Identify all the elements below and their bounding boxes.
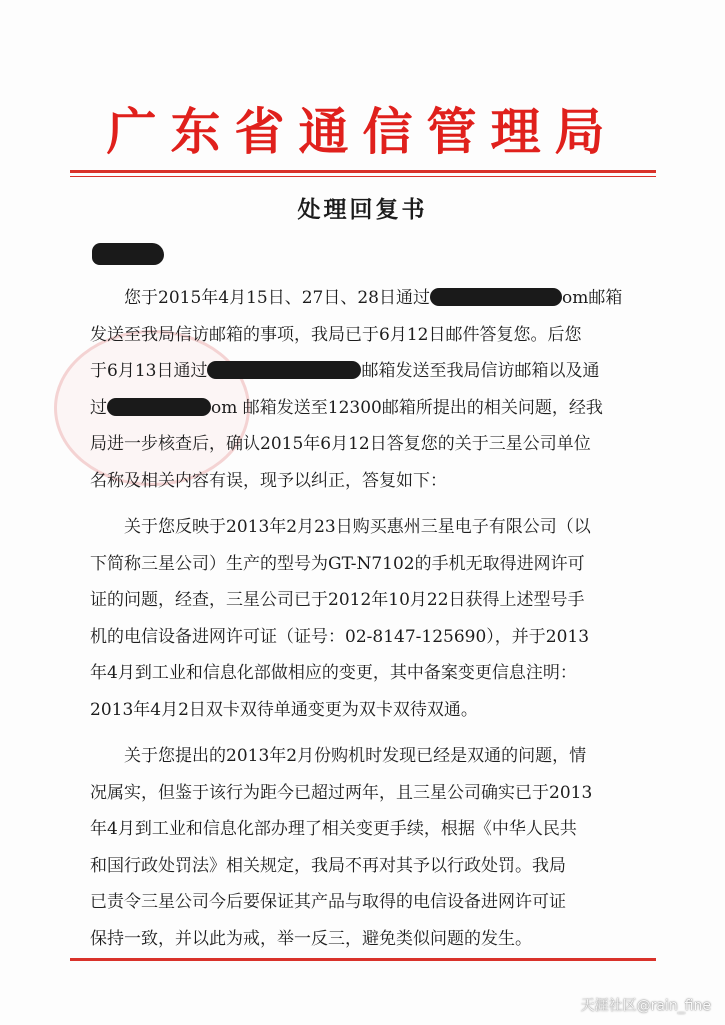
body-line: 关于您反映于2013年2月23日购买惠州三星电子有限公司（以 [124,517,591,537]
letterhead-red-rule [70,170,656,173]
body-line: 年4月到工业和信息化部办理了相关变更手续，根据《中华人民共 [90,819,577,839]
body-text: 于6月13日通过 [90,361,208,381]
body-text: om 邮箱发送至12300邮箱所提出的相关问题，经我 [211,397,603,418]
body-text: om邮箱 [561,288,623,308]
body-line: 机的电信设备进网许可证（证号：02-8147-125690），并于2013 [90,626,590,647]
body-line: 下简称三星公司）生产的型号为GT-N7102的手机无取得进网许可 [90,553,585,574]
body-text: 过 [90,397,107,418]
body-line: 关于您提出的2013年2月份购机时发现已经是双通的问题，情 [124,746,587,766]
site-watermark: 天涯社区@rain_fine [580,998,711,1014]
body-line: 证的问题，经查，三星公司已于2012年10月22日获得上述型号手 [90,590,585,610]
body-line: 局进一步核查后，确认2015年6月12日答复您的关于三星公司单位 [90,434,591,454]
body-line [90,390,646,427]
body-text: 邮箱发送至我局信访邮箱以及通 [361,361,600,381]
document-title: 处理回复书 [297,196,428,223]
redacted-email [107,398,211,416]
redacted-salutation [92,243,164,265]
organization-letterhead: 广东省通信管理局 [106,102,619,161]
redacted-email [207,361,361,379]
footer-red-rule [70,958,656,961]
body-line [90,280,646,317]
body-line: 名称及相关内容有误，现予以纠正，答复如下： [90,470,447,491]
body-text: 您于2015年4月15日、27日、28日通过 [124,288,430,308]
body-line: 年4月到工业和信息化部做相应的变更，其中备案变更信息注明： [90,663,577,683]
body-line: 发送至我局信访邮箱的事项，我局已于6月12日邮件答复您。后您 [90,324,582,345]
body-line: 2013年4月2日双卡双待单通变更为双卡双待双通。 [90,699,478,720]
letter-body [90,280,646,957]
body-line [90,353,646,390]
body-line: 已责令三星公司今后要保证其产品与取得的电信设备进网许可证 [90,892,566,912]
body-line: 况属实，但鉴于该行为距今已超过两年，且三星公司确实已于2013 [90,782,593,803]
body-line: 保持一致，并以此为戒，举一反三，避免类似问题的发生。 [90,928,532,949]
letterhead-red-rule-thin [70,176,656,177]
redacted-email [430,288,562,306]
body-line: 和国行政处罚法》相关规定，我局不再对其予以行政处罚。我局 [90,855,566,876]
